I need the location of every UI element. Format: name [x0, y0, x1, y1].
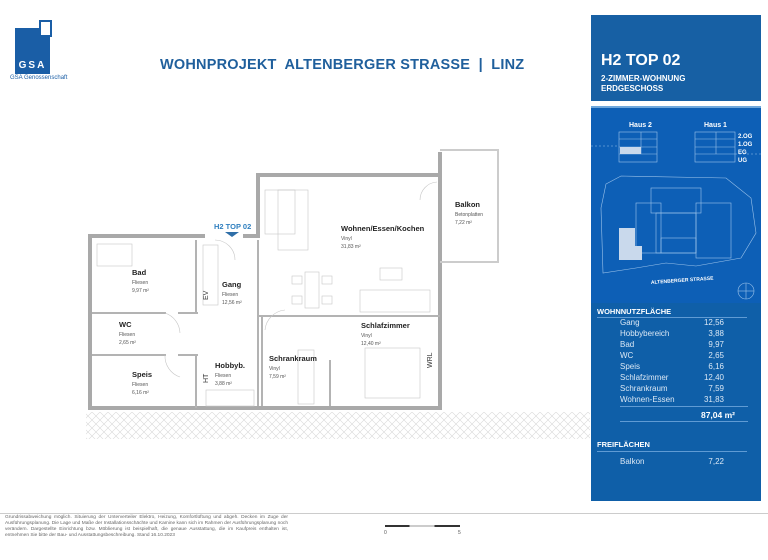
room-bad-floor: Fliesen: [132, 280, 149, 286]
area-row: Speis 6,16: [620, 362, 724, 371]
room-speis-name: Speis: [132, 370, 153, 379]
area-row: WC 2,65: [620, 351, 724, 360]
room-gang-floor: Fliesen: [222, 292, 239, 298]
room-speis-floor: Fliesen: [132, 382, 149, 388]
room-wohnen-name: Wohnen/Essen/Kochen: [341, 224, 425, 233]
areas-title: WOHNNUTZFLÄCHE: [597, 307, 672, 316]
area-row: Wohnen-Essen 31,83: [620, 395, 724, 404]
room-schrank-name: Schrankraum: [269, 354, 317, 363]
unit-type: 2-ZIMMER-WOHNUNG: [601, 74, 686, 83]
room-wc-name: WC: [119, 320, 132, 329]
scale-end: 5: [458, 530, 461, 536]
room-schlaf-area: 12,40 m²: [361, 341, 381, 347]
total-area: 87,04 m²: [700, 410, 735, 420]
area-row: Bad 9,97: [620, 340, 724, 349]
house1-label: Haus 1: [704, 122, 727, 129]
floor-label: EG: [738, 150, 747, 156]
floor-label: 2.OG: [738, 134, 753, 140]
outdoor-row: Balkon 7,22: [620, 457, 724, 466]
room-balkon-area: 7,22 m²: [455, 220, 472, 226]
room-wc-floor: Fliesen: [119, 332, 136, 338]
room-speis-area: 6,16 m²: [132, 390, 149, 396]
room-hobby-area: 3,88 m²: [215, 381, 232, 387]
floor-label: UG: [738, 158, 747, 164]
outdoor-title: FREIFLÄCHEN: [597, 440, 650, 449]
area-row: Schlafzimmer 12,40: [620, 373, 724, 382]
house2-label: Haus 2: [629, 122, 652, 129]
room-hobby-floor: Fliesen: [215, 373, 232, 379]
site-plan: [591, 108, 761, 303]
area-row: Hobbybereich 3,88: [620, 329, 724, 338]
room-gang-name: Gang: [222, 280, 242, 289]
room-wc-area: 2,65 m²: [119, 340, 136, 346]
unit-floor: ERDGESCHOSS: [601, 84, 664, 93]
room-balkon-floor: Betonplatten: [455, 212, 484, 218]
room-hobby-name: Hobbyb.: [215, 361, 245, 370]
unit-name: H2 TOP 02: [601, 52, 681, 69]
room-schrank-floor: Vinyl: [269, 366, 280, 372]
wrl-label: WRL: [427, 352, 434, 368]
room-gang-area: 12,56 m²: [222, 300, 242, 306]
entry-label[interactable]: H2 TOP 02: [214, 222, 252, 231]
street-label: ALTENBERGER STRASSE: [650, 275, 714, 286]
ev-label: EV: [203, 290, 210, 300]
scale-bar: [385, 525, 460, 527]
room-schrank-area: 7,59 m²: [269, 374, 286, 380]
room-wohnen-area: 31,83 m²: [341, 244, 361, 250]
ht-label: HT: [203, 373, 210, 383]
page-title: WOHNPROJEKT ALTENBERGER STRASSE | LINZ: [160, 57, 525, 73]
scale-start: 0: [384, 530, 387, 536]
area-row: Schrankraum 7,59: [620, 384, 724, 393]
logo-subtitle: GSA Genossenschaft: [10, 75, 68, 81]
disclaimer: Grundrissabweichung möglich. Situierung der Unterverteiler Elektro, Heizung, Komfortlüftung und abgeh. Decken im Zuge der Ausführungsplanung. Die Lage und Maße der Installationsschächte und Kamine kann sich im Rahmen der Ausführungsplanung noch verändern. Dargestellte Einrichtung bzw. Möblierung ist beispielhaft, die genaue Ausstattung, die im Kaufpreis enthalten ist, entnehmen Sie bitte der Bau- und Ausstattungsbeschreibung. Stand 16.10.2023: [5, 515, 288, 538]
room-bad-area: 9,97 m²: [132, 288, 149, 294]
room-bad-name: Bad: [132, 268, 147, 277]
logo-text: GSA: [18, 60, 47, 71]
floor-label: 1.OG: [738, 142, 753, 148]
entry-arrow-icon: [225, 232, 239, 237]
unit-header: [591, 15, 761, 101]
room-schlaf-floor: Vinyl: [361, 333, 372, 339]
area-row: Gang 12,56: [620, 318, 724, 327]
room-balkon-name: Balkon: [455, 200, 481, 209]
room-schlaf-name: Schlafzimmer: [361, 321, 410, 330]
room-wohnen-floor: Vinyl: [341, 236, 352, 242]
